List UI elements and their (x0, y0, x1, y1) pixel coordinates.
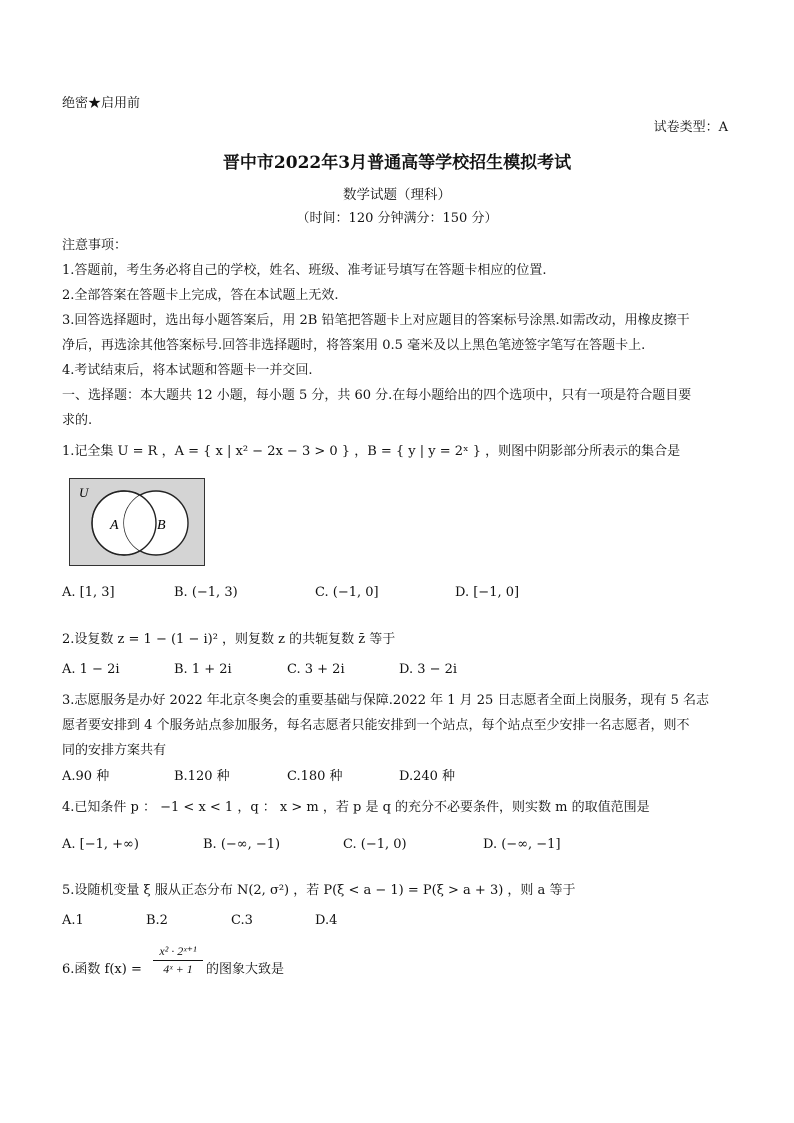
question-6-suffix: 的图象大致是 (206, 962, 285, 977)
q6-fraction (153, 944, 203, 977)
q1-option-a[interactable]: A. [1, 3] (62, 585, 115, 600)
q5-option-a[interactable]: A.1 (62, 913, 84, 928)
secret-mark: 绝密★启用前 (62, 96, 141, 111)
q4-option-d[interactable]: D. (−∞, −1] (483, 837, 561, 852)
q3-option-b[interactable]: B.120 种 (174, 769, 230, 784)
time-score: （时间：120 分钟满分：150 分） (296, 211, 498, 226)
notes-heading: 注意事项： (62, 238, 128, 253)
venn-svg (70, 479, 204, 565)
page-title: 晋中市2022年3月普通高等学校招生模拟考试 (222, 153, 572, 173)
question-2-stem: 2.设复数 z = 1 − (1 − i)² ，则复数 z 的共轭复数 z̄ 等于 (62, 632, 396, 647)
subject-title: 数学试题（理科） (343, 187, 451, 203)
note-item: 3.回答选择题时，选出每小题答案后，用 2B 铅笔把答题卡上对应题目的答案标号涂黑.如需改动，用橡皮擦干 (62, 313, 690, 328)
q4-option-c[interactable]: C. (−1, 0) (343, 837, 407, 852)
q6-denominator: 4ˣ + 1 (163, 962, 193, 976)
q3-option-d[interactable]: D.240 种 (399, 769, 456, 784)
q1-option-d[interactable]: D. [−1, 0] (455, 585, 520, 600)
universe-label: U (79, 485, 89, 500)
note-item: 2.全部答案在答题卡上完成，答在本试题上无效. (62, 288, 339, 303)
q5-option-d[interactable]: D.4 (315, 913, 338, 928)
question-3-line3: 同的安排方案共有 (62, 743, 167, 758)
section-heading-cont: 求的. (62, 413, 93, 428)
paper-type: 试卷类型：A (653, 120, 728, 135)
note-item: 1.答题前，考生务必将自己的学校，姓名、班级、准考证号填写在答题卡相应的位置. (62, 263, 547, 278)
q2-option-d[interactable]: D. 3 − 2i (399, 662, 458, 677)
question-3-line2: 愿者要安排到 4 个服务站点参加服务，每名志愿者只能安排到一个站点，每个站点至少安排一名志愿者，则不 (62, 718, 690, 733)
note-item: 净后，再选涂其他答案标号.回答非选择题时，将答案用 0.5 毫米及以上黑色笔迹签字笔写在答题卡上. (62, 338, 646, 353)
q6-numerator: x² · 2ˣ⁺¹ (153, 944, 203, 961)
set-a-label: A (110, 518, 119, 533)
q2-option-b[interactable]: B. 1 + 2i (174, 662, 232, 677)
q1-option-c[interactable]: C. (−1, 0] (315, 585, 379, 600)
question-4-stem: 4.已知条件 p ： −1 < x < 1 ，q ： x > m ，若 p 是 q 的充分不必要条件，则实数 m 的取值范围是 (62, 800, 650, 815)
q2-option-c[interactable]: C. 3 + 2i (287, 662, 345, 677)
question-6-prefix: 6.函数 f(x) = (62, 962, 142, 977)
question-3-line1: 3.志愿服务是办好 2022 年北京冬奥会的重要基础与保障.2022 年 1 月 25 日志愿者全面上岗服务，现有 5 名志 (62, 693, 709, 708)
question-1-stem: 1.记全集 U = R ，A = { x | x² − 2x − 3 > 0 } ，B = { y | y = 2ˣ } ，则图中阴影部分所表示的集合是 (62, 444, 681, 459)
q2-option-a[interactable]: A. 1 − 2i (62, 662, 120, 677)
question-5-stem: 5.设随机变量 ξ 服从正态分布 N(2, σ²) ，若 P(ξ < a − 1) = P(ξ > a + 3) ，则 a 等于 (62, 883, 576, 898)
venn-diagram (69, 478, 205, 566)
q3-option-c[interactable]: C.180 种 (287, 769, 343, 784)
q1-option-b[interactable]: B. (−1, 3) (174, 585, 238, 600)
q4-option-a[interactable]: A. [−1, +∞) (62, 837, 139, 852)
q3-option-a[interactable]: A.90 种 (62, 769, 110, 784)
set-b-label: B (157, 518, 166, 533)
q5-option-b[interactable]: B.2 (146, 913, 168, 928)
section-heading: 一、选择题：本大题共 12 小题，每小题 5 分，共 60 分.在每小题给出的四个选项中，只有一项是符合题目要 (62, 388, 692, 403)
note-item: 4.考试结束后，将本试题和答题卡一并交回. (62, 363, 313, 378)
q5-option-c[interactable]: C.3 (231, 913, 253, 928)
q4-option-b[interactable]: B. (−∞, −1) (203, 837, 281, 852)
